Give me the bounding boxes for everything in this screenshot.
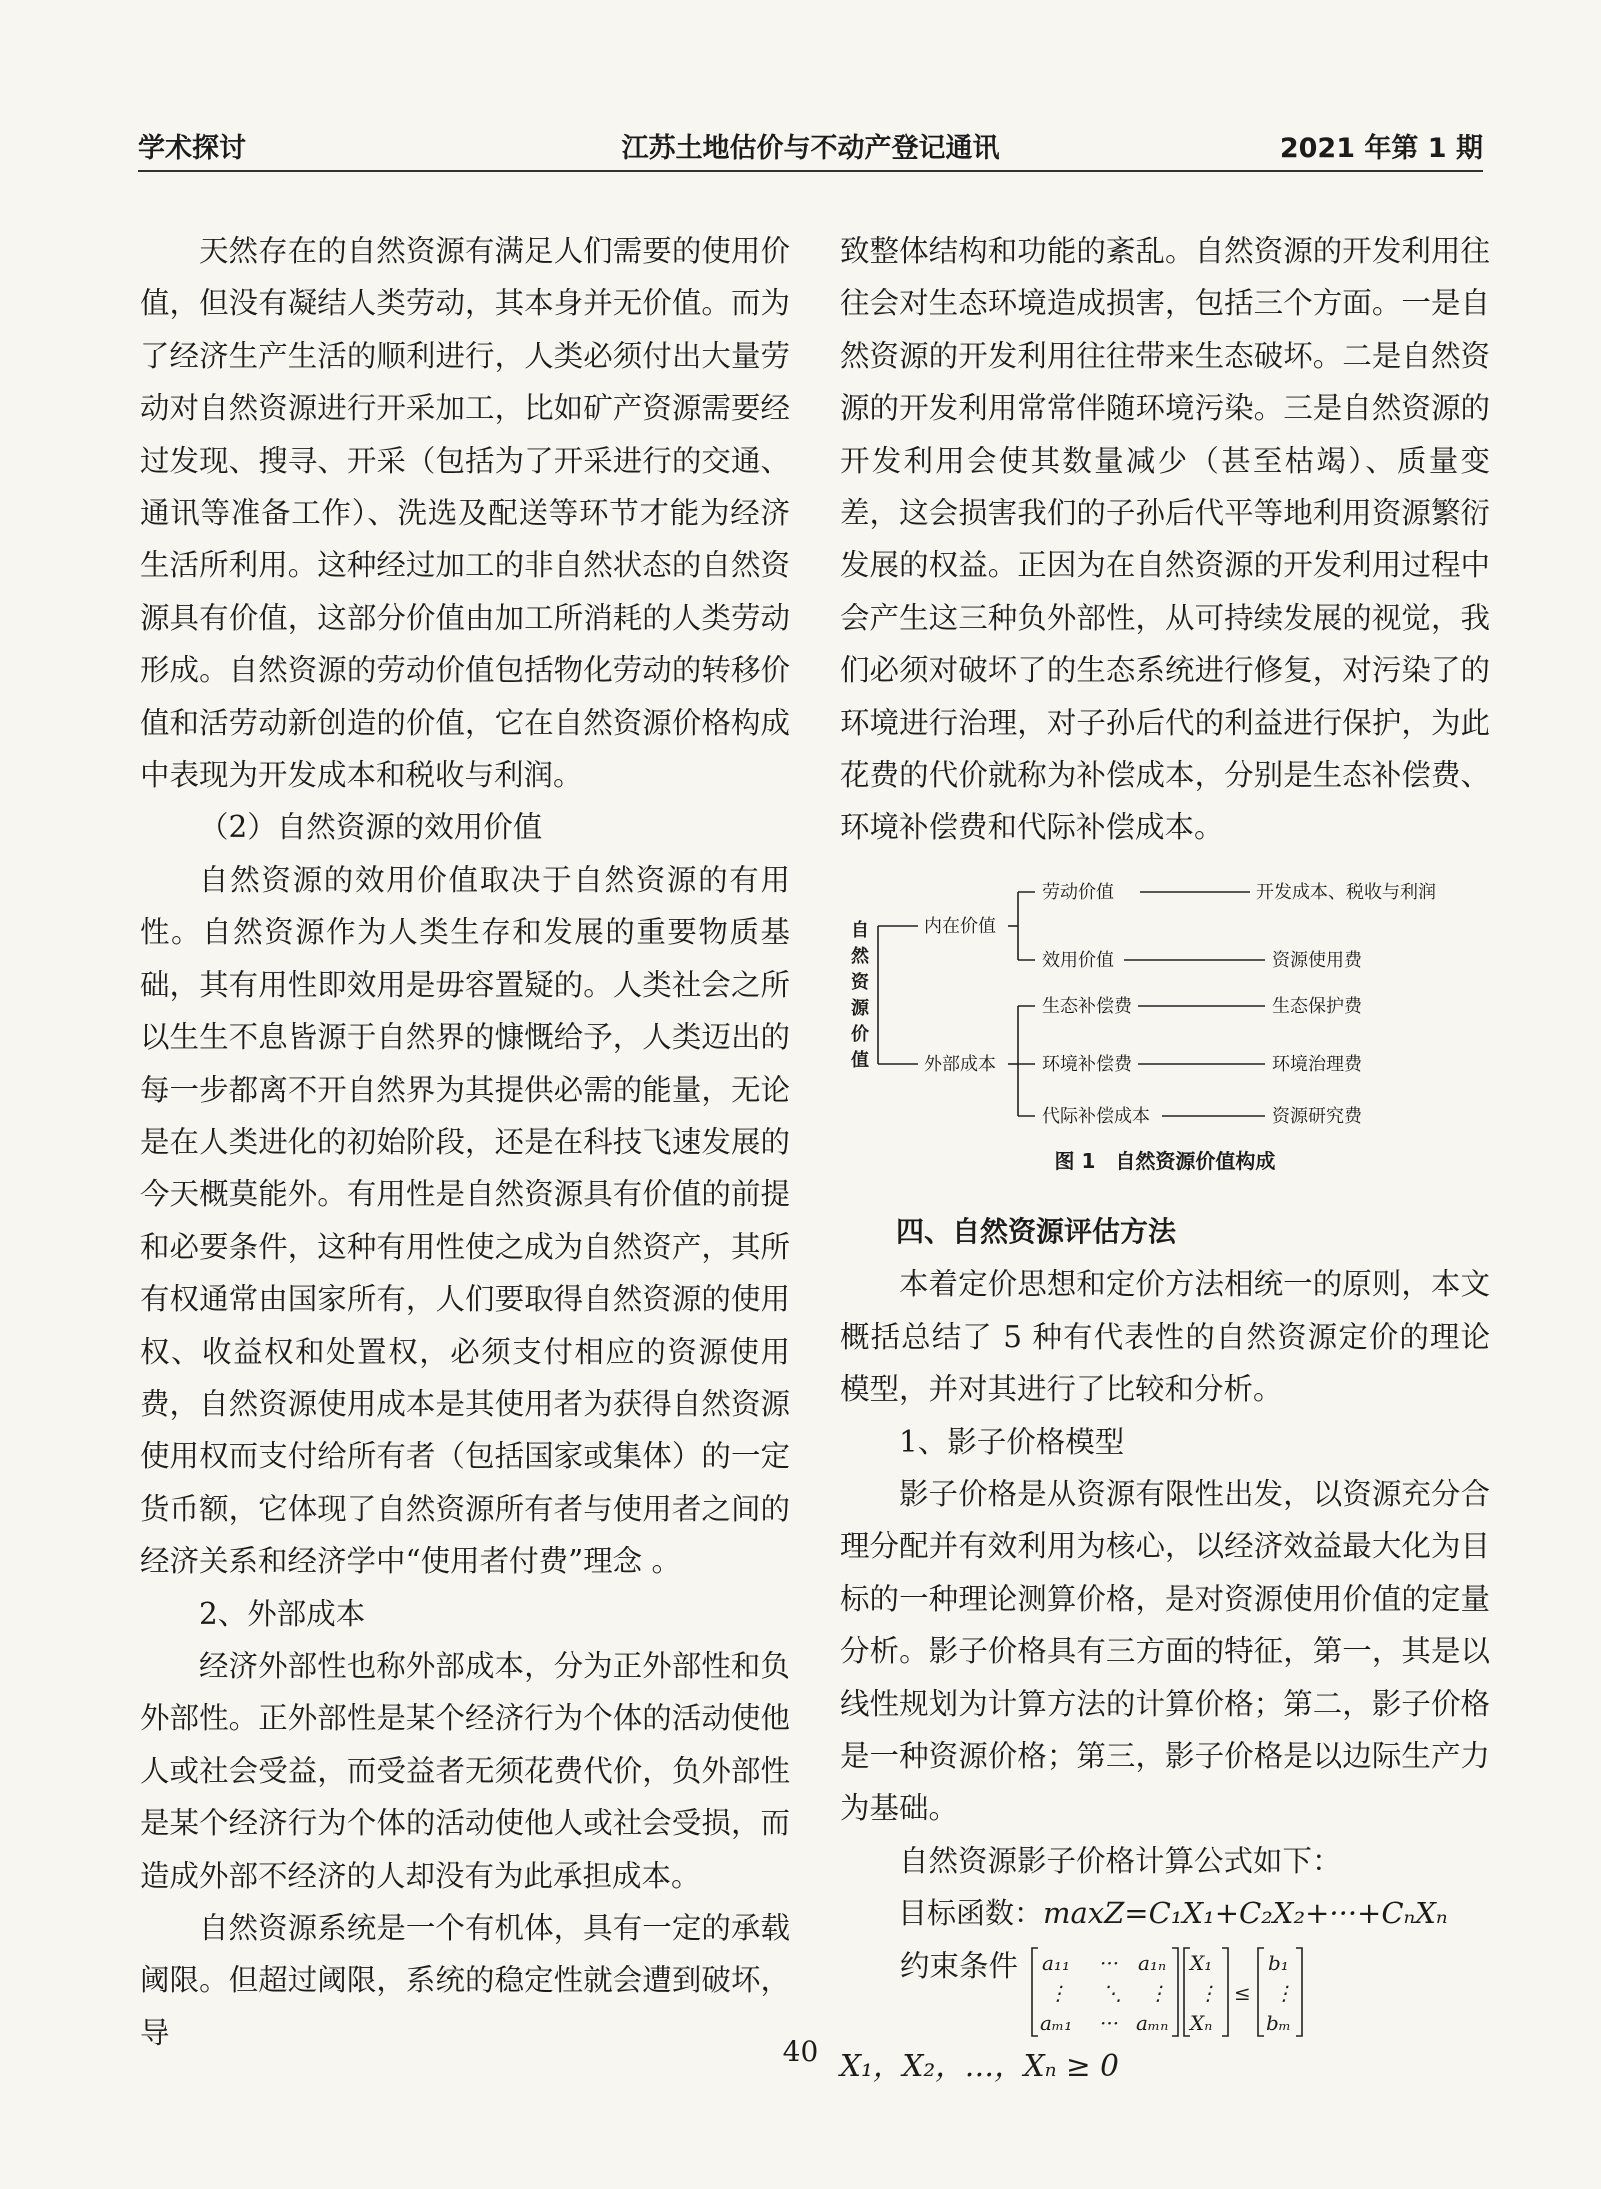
left-column — [140, 225, 790, 2059]
paragraph: 本着定价思想和定价方法相统一的原则，本文概括总结了 5 种有代表性的自然资源定价的理论模型，并对其进行了比较和分析。 — [840, 1267, 1490, 1407]
vector-b-entry: bₘ — [1266, 2010, 1292, 2035]
matrix-a-entry: aₘₙ — [1136, 2010, 1169, 2035]
vector-x-entry: X₁ — [1190, 1950, 1213, 1975]
node-labor-value: 劳动价值 — [1042, 881, 1114, 903]
paragraph: 致整体结构和功能的紊乱。自然资源的开发利用往往会对生态环境造成损害，包括三个方面。一是自然资源的开发利用往往带来生态破坏。二是自然资源的开发利用常常伴随环境污染。三是自然资源的开发利用会使其数量减少（甚至枯竭）、质量变差，这会损害我们的子孙后代平等地利用资源繁衍发展的权益。正因为在自然资源的开发利用过程中会产生这三种负外部性，从可持续发展的视觉，我们必须对破坏了的生态系统进行修复，对污染了的环境进行治理，对子孙后代的利益进行保护，为此花费的代价就称为补偿成本，分别是生态补偿费、环境补偿费和代际补偿成本。 — [840, 234, 1490, 845]
matrix-a-entry: ⋮ — [1048, 1980, 1068, 2005]
constraint-row — [840, 1940, 1490, 2040]
root-label-char: 价 — [851, 1023, 869, 1045]
paragraph: 天然存在的自然资源有满足人们需要的使用价值，但没有凝结人类劳动，其本身并无价值。而为了经济生产生活的顺利进行，人类必须付出大量劳动对自然资源进行开采加工，比如矿产资源需要经过发现、搜寻、开采（包括为了开采进行的交通、通讯等准备工作）、洗选及配送等环节才能为经济生活所利用。这种经过加工的非自然状态的自然资源具有价值，这部分价值由加工所消耗的人类劳动形成。自然资源的劳动价值包括物化劳动的转移价值和活劳动新创造的价值，它在自然资源价格构成中表现为开发成本和税收与利润。 — [140, 234, 790, 793]
subheading: 1、影子价格模型 — [899, 1424, 1125, 1459]
subheading: 2、外部成本 — [199, 1596, 366, 1631]
right-column — [840, 225, 1490, 2092]
node-eco-compensation: 生态补偿费 — [1042, 995, 1132, 1017]
tree-diagram — [840, 864, 1490, 1144]
constraint-label: 约束条件 — [900, 1948, 1019, 1983]
root-label-char: 源 — [851, 997, 869, 1019]
section-heading: 四、自然资源评估方法 — [896, 1214, 1177, 1248]
vector-x-entry: ⋮ — [1198, 1980, 1218, 2005]
matrix-a-entry: aₘ₁ — [1040, 2010, 1073, 2035]
paragraph: 自然资源系统是一个有机体，具有一定的承载阈限。但超过阈限，系统的稳定性就会遭到破坏，导 — [140, 1911, 790, 2050]
vector-b-entry: ⋮ — [1274, 1980, 1294, 2005]
vector-x-entry: Xₙ — [1190, 2010, 1213, 2035]
matrix-a-entry: a₁₁ — [1042, 1950, 1070, 1975]
header-section: 学术探讨 — [138, 133, 246, 164]
objective-function — [840, 1887, 1490, 1939]
paragraph: 经济外部性也称外部成本，分为正外部性和负外部性。正外部性是某个经济行为个体的活动使他人或社会受益，而受益者无须花费代价，负外部性是某个经济行为个体的活动使他人或社会受损，而造成外部不经济的人却没有为此承担成本。 — [140, 1648, 790, 1893]
paragraph: 自然资源的效用价值取决于自然资源的有用性。自然资源作为人类生存和发展的重要物质基础，其有用性即效用是毋容置疑的。人类社会之所以生生不息皆源于自然界的慷慨给予，人类迈出的每一步都离不开自然界为其提供必需的能量，无论是在人类进化的初始阶段，还是在科技飞速发展的今天概莫能外。有用性是自然资源具有价值的前提和必要条件，这种有用性使之成为自然资产，其所有权通常由国家所有，人们要取得自然资源的使用权、收益权和处置权，必须支付相应的资源使用费，自然资源使用成本是其使用者为获得自然资源使用权而支付给所有者（包括国家或集体）的一定货币额，它体现了自然资源所有者与使用者之间的经济关系和经济学中“使用者付费”理念 。 — [140, 862, 790, 1579]
objective-formula: maxZ=C₁X₁+C₂X₂+···+CₙXₙ — [1043, 1896, 1448, 1931]
root-label-char: 自 — [851, 919, 869, 941]
nonnegativity-constraint: X₁，X₂，…，Xₙ ≥ 0 — [840, 2048, 1119, 2083]
node-external-cost: 外部成本 — [924, 1053, 996, 1075]
root-label-char: 资 — [851, 971, 869, 993]
figure-caption: 图 1 自然资源价值构成 — [1054, 1148, 1276, 1173]
matrix-a-entry: ··· — [1100, 2010, 1120, 2035]
root-label-char: 值 — [851, 1049, 869, 1071]
leaf-usage-fee: 资源使用费 — [1272, 949, 1362, 971]
objective-label: 目标函数： — [898, 1896, 1044, 1931]
page-header — [138, 118, 1483, 172]
leq-symbol: ≤ — [1234, 1980, 1251, 2005]
matrix-a-entry: ⋮ — [1148, 1980, 1168, 2005]
paragraph: 自然资源影子价格计算公式如下： — [899, 1843, 1342, 1878]
matrix-a-entry: ⋱ — [1102, 1980, 1122, 2005]
header-issue: 2021 年第 1 期 — [1279, 133, 1483, 164]
root-label-char: 然 — [851, 945, 869, 967]
matrix-a-entry: ··· — [1100, 1950, 1120, 1975]
paragraph: 影子价格是从资源有限性出发，以资源充分合理分配并有效利用为核心，以经济效益最大化为目标的一种理论测算价格，是对资源使用价值的定量分析。影子价格具有三方面的特征，第一，其是以线性规划为计算方法的计算价格；第二，影子价格是一种资源价格；第三，影子价格是以边际生产力为基础。 — [840, 1476, 1490, 1826]
leaf-env-governance: 环境治理费 — [1272, 1053, 1362, 1075]
subheading: （2）自然资源的效用价值 — [199, 810, 543, 845]
leaf-research-fee: 资源研究费 — [1272, 1105, 1362, 1127]
node-env-compensation: 环境补偿费 — [1042, 1053, 1132, 1075]
figure-value-structure — [840, 864, 1490, 1202]
matrix-a-entry: a₁ₙ — [1138, 1950, 1167, 1975]
node-utility-value: 效用价值 — [1042, 949, 1114, 971]
leaf-eco-protection: 生态保护费 — [1272, 995, 1362, 1017]
leaf-dev-cost: 开发成本、税收与利润 — [1256, 881, 1436, 903]
page-number: 40 — [782, 2035, 819, 2068]
node-inner-value: 内在价值 — [924, 915, 996, 937]
header-journal-title: 江苏土地估价与不动产登记通讯 — [621, 133, 1000, 164]
node-intergenerational-cost: 代际补偿成本 — [1042, 1105, 1150, 1127]
constraint-matrix — [1030, 1944, 1370, 2040]
root-label — [850, 919, 870, 1071]
vector-b-entry: b₁ — [1268, 1950, 1289, 1975]
